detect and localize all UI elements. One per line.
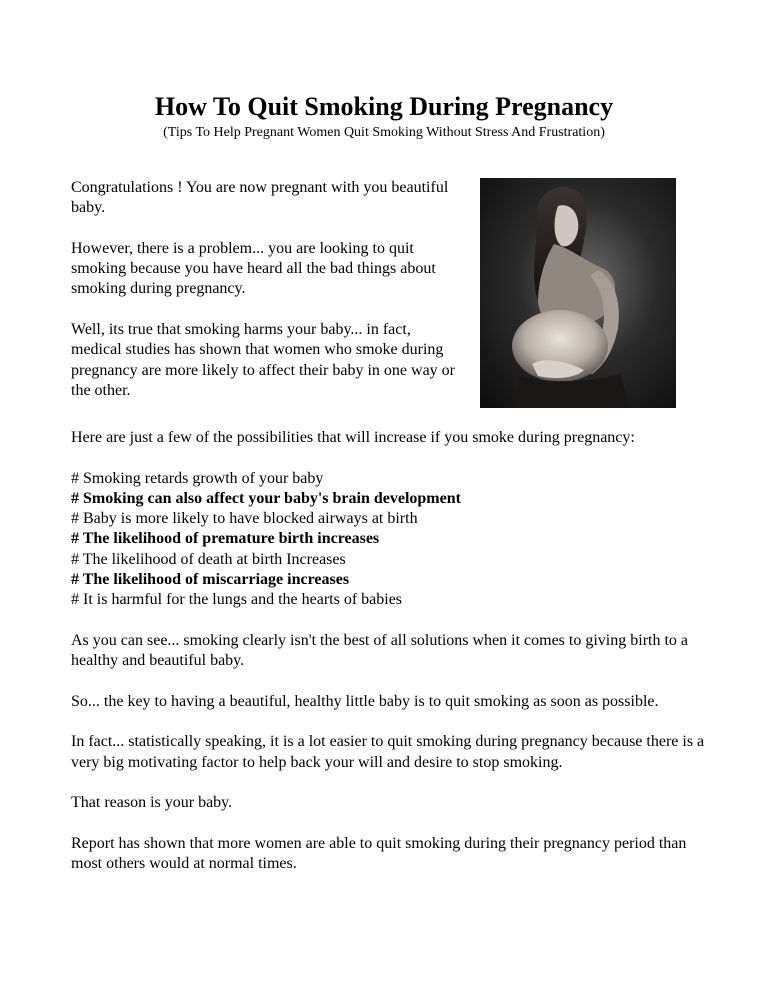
- list-item-bold: # The likelihood of miscarriage increases: [71, 571, 350, 589]
- body-paragraph: That reason is your baby.: [71, 794, 233, 812]
- list-item: # Smoking retards growth of your baby: [71, 469, 324, 487]
- pregnant-woman-silhouette: [480, 178, 676, 408]
- intro-paragraph: Well, its true that smoking harms your baby... in fact, medical studies has shown that women who smoke during pregnancy are more likely to affect their baby in one way or the other.: [71, 321, 455, 399]
- body-paragraph: So... the key to having a beautiful, healthy little baby is to quit smoking as soon as possible.: [71, 692, 659, 710]
- list-intro: Here are just a few of the possibilities that will increase if you smoke during pregnancy:: [71, 429, 635, 446]
- pregnant-woman-photo: [480, 178, 676, 408]
- intro-section: [71, 178, 456, 422]
- page-subtitle: (Tips To Help Pregnant Women Quit Smoking Without Stress And Frustration): [163, 125, 605, 140]
- list-item-bold: # Smoking can also affect your baby's brain development: [71, 489, 461, 507]
- main-body: [71, 428, 711, 895]
- body-paragraph: Report has shown that more women are able to quit smoking during their pregnancy period than most others would at normal times.: [71, 834, 687, 873]
- page-title: How To Quit Smoking During Pregnancy: [154, 92, 614, 121]
- list-item-bold: # The likelihood of premature birth increases: [71, 530, 380, 548]
- body-paragraph: As you can see... smoking clearly isn't the best of all solutions when it comes to giving birth to a healthy and beautiful baby.: [71, 631, 689, 670]
- list-item: # It is harmful for the lungs and the hearts of babies: [71, 591, 403, 609]
- list-item: # Baby is more likely to have blocked airways at birth: [71, 510, 418, 528]
- intro-paragraph: Congratulations ! You are now pregnant with you beautiful baby.: [71, 179, 449, 217]
- list-item: # The likelihood of death at birth Increases: [71, 550, 346, 568]
- effects-list: [71, 469, 711, 611]
- intro-paragraph: However, there is a problem... you are looking to quit smoking because you have heard all the bad things about smoking during pregnancy.: [71, 239, 436, 298]
- body-paragraph: In fact... statistically speaking, it is a lot easier to quit smoking during pregnancy because there is a very big motivating factor to help back your will and desire to stop smoking.: [71, 733, 705, 771]
